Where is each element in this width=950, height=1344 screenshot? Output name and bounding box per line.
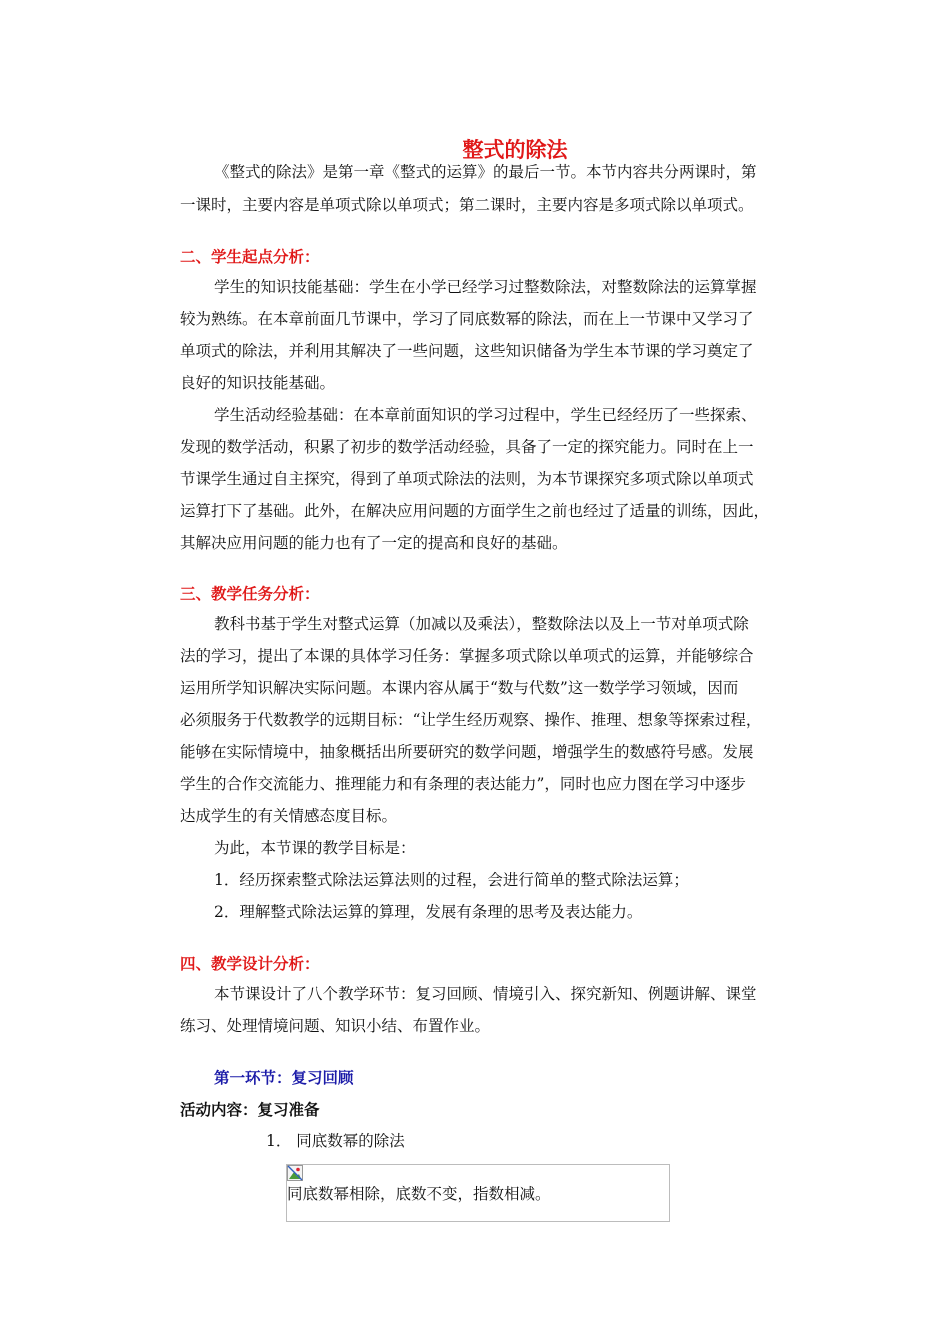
intro-line: 一课时，主要内容是单项式除以单项式；第二课时，主要内容是多项式除以单项式。 <box>180 196 754 214</box>
rule-text: 同底数幂相除，底数不变，指数相减。 <box>287 1185 551 1203</box>
paragraph-line: 学生的合作交流能力、推理能力和有条理的表达能力”，同时也应力图在学习中逐步 <box>180 775 746 793</box>
review-item: 1． 同底数幂的除法 <box>266 1132 405 1150</box>
paragraph-line: 节课学生通过自主探究，得到了单项式除法的法则，为本节课探究多项式除以单项式 <box>180 470 754 488</box>
document-title: 整式的除法 <box>462 138 568 162</box>
activity-label: 活动内容：复习准备 <box>180 1101 320 1119</box>
stage-heading: 第一环节：复习回顾 <box>214 1069 354 1087</box>
paragraph-line: 良好的知识技能基础。 <box>180 374 336 392</box>
goal-item: 2．理解整式除法运算的算理，发展有条理的思考及表达能力。 <box>214 903 643 921</box>
section-heading: 四、教学设计分析： <box>180 955 320 973</box>
intro-line: 《整式的除法》是第一章《整式的运算》的最后一节。本节内容共分两课时，第 <box>214 163 757 181</box>
paragraph-line: 其解决应用问题的能力也有了一定的提高和良好的基础。 <box>180 534 568 552</box>
paragraph-line: 达成学生的有关情感态度目标。 <box>180 807 398 825</box>
paragraph-line: 教科书基于学生对整式运算（加减以及乘法），整数除法以及上一节对单项式除 <box>214 615 749 633</box>
paragraph-line: 运用所学知识解决实际问题。本课内容从属于“数与代数”这一数学学习领域，因而 <box>180 679 739 697</box>
paragraph-line: 学生活动经验基础：在本章前面知识的学习过程中，学生已经经历了一些探索、 <box>214 406 757 424</box>
paragraph-line: 能够在实际情境中，抽象概括出所要研究的数学问题，增强学生的数感符号感。发展 <box>180 743 754 761</box>
paragraph-line: 单项式的除法，并利用其解决了一些问题，这些知识储备为学生本节课的学习奠定了 <box>180 342 754 360</box>
section-heading: 三、教学任务分析： <box>180 585 320 603</box>
paragraph-line: 必须服务于代数教学的远期目标：“让学生经历观察、操作、推理、想象等探索过程， <box>180 711 762 729</box>
goal-item: 1．经历探索整式除法运算法则的过程，会进行简单的整式除法运算； <box>214 871 689 889</box>
paragraph-line: 运算打下了基础。此外，在解决应用问题的方面学生之前也经过了适量的训练，因此， <box>180 502 770 520</box>
paragraph-line: 发现的数学活动，积累了初步的数学活动经验，具备了一定的探究能力。同时在上一 <box>180 438 754 456</box>
paragraph-line: 较为熟练。在本章前面几节课中，学习了同底数幂的除法，而在上一节课中又学习了 <box>180 310 754 328</box>
broken-image-icon <box>287 1165 303 1181</box>
paragraph-line: 法的学习，提出了本课的具体学习任务：掌握多项式除以单项式的运算，并能够综合 <box>180 647 754 665</box>
paragraph-line: 本节课设计了八个教学环节：复习回顾、情境引入、探究新知、例题讲解、课堂 <box>214 985 757 1003</box>
goals-intro: 为此，本节课的教学目标是： <box>214 839 416 857</box>
paragraph-line: 学生的知识技能基础：学生在小学已经学习过整数除法，对整数除法的运算掌握 <box>214 278 757 296</box>
section-heading: 二、学生起点分析： <box>180 248 320 266</box>
paragraph-line: 练习、处理情境问题、知识小结、布置作业。 <box>180 1017 491 1035</box>
rule-box <box>286 1164 670 1222</box>
